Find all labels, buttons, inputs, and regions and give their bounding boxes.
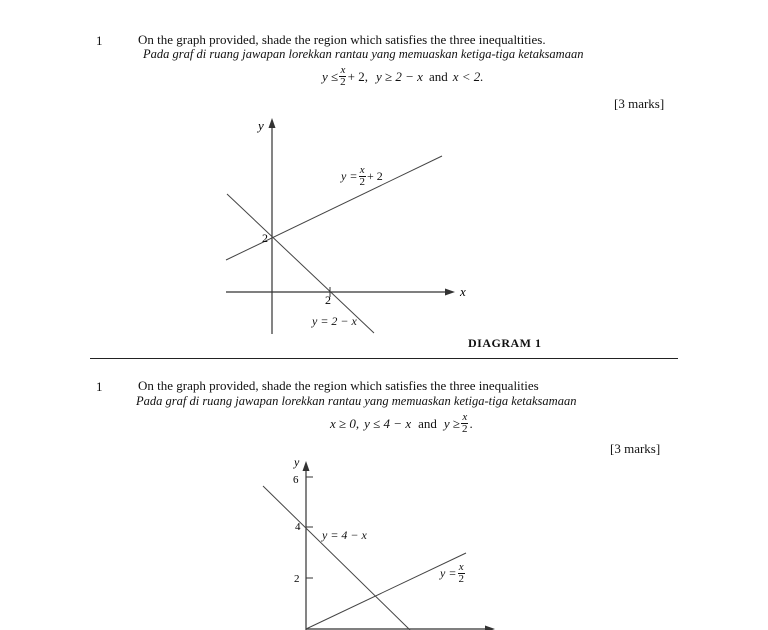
q2-instruction-ms: Pada graf di ruang jawapan lorekkan rantau yang memuaskan ketiga-tiga ketaksamaan — [136, 394, 577, 408]
q1-ineq-a-den: 2 — [340, 76, 346, 88]
q1-ineq-a-num: x — [340, 64, 346, 76]
q1-y-intercept-label: 2 — [262, 231, 268, 245]
q2-number: 1 — [96, 379, 103, 394]
q2-ineq-b: y ≤ 4 − x — [364, 415, 412, 431]
q2-line2-den: 2 — [458, 573, 464, 585]
q1-instruction-en: On the graph provided, shade the region which satisfies the three inequaltities. — [138, 32, 546, 47]
q1-x-axis-label: x — [460, 284, 466, 299]
q1-x-intercept-label: 2 — [325, 293, 331, 307]
q2-line2-num: x — [458, 561, 464, 573]
q1-y-axis-label: y — [258, 118, 264, 133]
q2-line-y-4-minus-x — [263, 486, 410, 630]
q1-instruction-ms: Pada graf di ruang jawapan lorekkan rantau yang memuaskan ketiga-tiga ketaksamaan — [143, 47, 584, 61]
q1-line1-suffix: + 2 — [366, 169, 383, 183]
q1-ineq-b: y ≥ 2 − x — [376, 68, 423, 84]
q2-ineq-c-den: 2 — [462, 423, 468, 435]
q2-ineq-and: and — [418, 415, 437, 431]
q2-ineq-c-num: x — [462, 411, 468, 423]
q1-line2-label: y = 2 − x — [312, 314, 357, 328]
q2-line2-prefix: y = — [440, 566, 457, 580]
q2-y-arrow-icon — [303, 461, 310, 471]
q1-ineq-and: and — [428, 68, 448, 84]
q2-line1-label: y = 4 − x — [322, 528, 367, 542]
q2-ineq-c-suffix: . — [469, 415, 473, 431]
q2-y-axis-label: y — [294, 455, 300, 469]
q1-ineq-a-suffix: + 2, — [347, 68, 368, 84]
q2-tick-6-label: 6 — [293, 474, 299, 486]
q2-tick-4-label: 4 — [295, 521, 301, 533]
q2-ineq-c-prefix: y ≥ — [443, 415, 461, 431]
q2-line2-label — [440, 562, 466, 585]
q1-ineq-c: x < 2. — [452, 68, 484, 84]
q2-instruction-en: On the graph provided, shade the region which satisfies the three inequalities — [138, 378, 539, 393]
q2-marks: [3 marks] — [610, 441, 661, 456]
q2-x-arrow-icon — [485, 626, 495, 630]
q1-marks: [3 marks] — [614, 96, 665, 111]
q1-line1-prefix: y = — [341, 169, 358, 183]
q1-ineq-a-prefix: y ≤ — [322, 68, 339, 84]
q2-ineq-a: x ≥ 0, — [330, 415, 360, 431]
q1-line1-num: x — [359, 164, 365, 176]
q2-line2-fraction — [457, 562, 465, 585]
q2-tick-2-label: 2 — [294, 573, 300, 585]
q1-diagram-caption: DIAGRAM 1 — [468, 336, 542, 350]
q1-number: 1 — [96, 33, 103, 48]
q1-line1-den: 2 — [359, 176, 365, 188]
